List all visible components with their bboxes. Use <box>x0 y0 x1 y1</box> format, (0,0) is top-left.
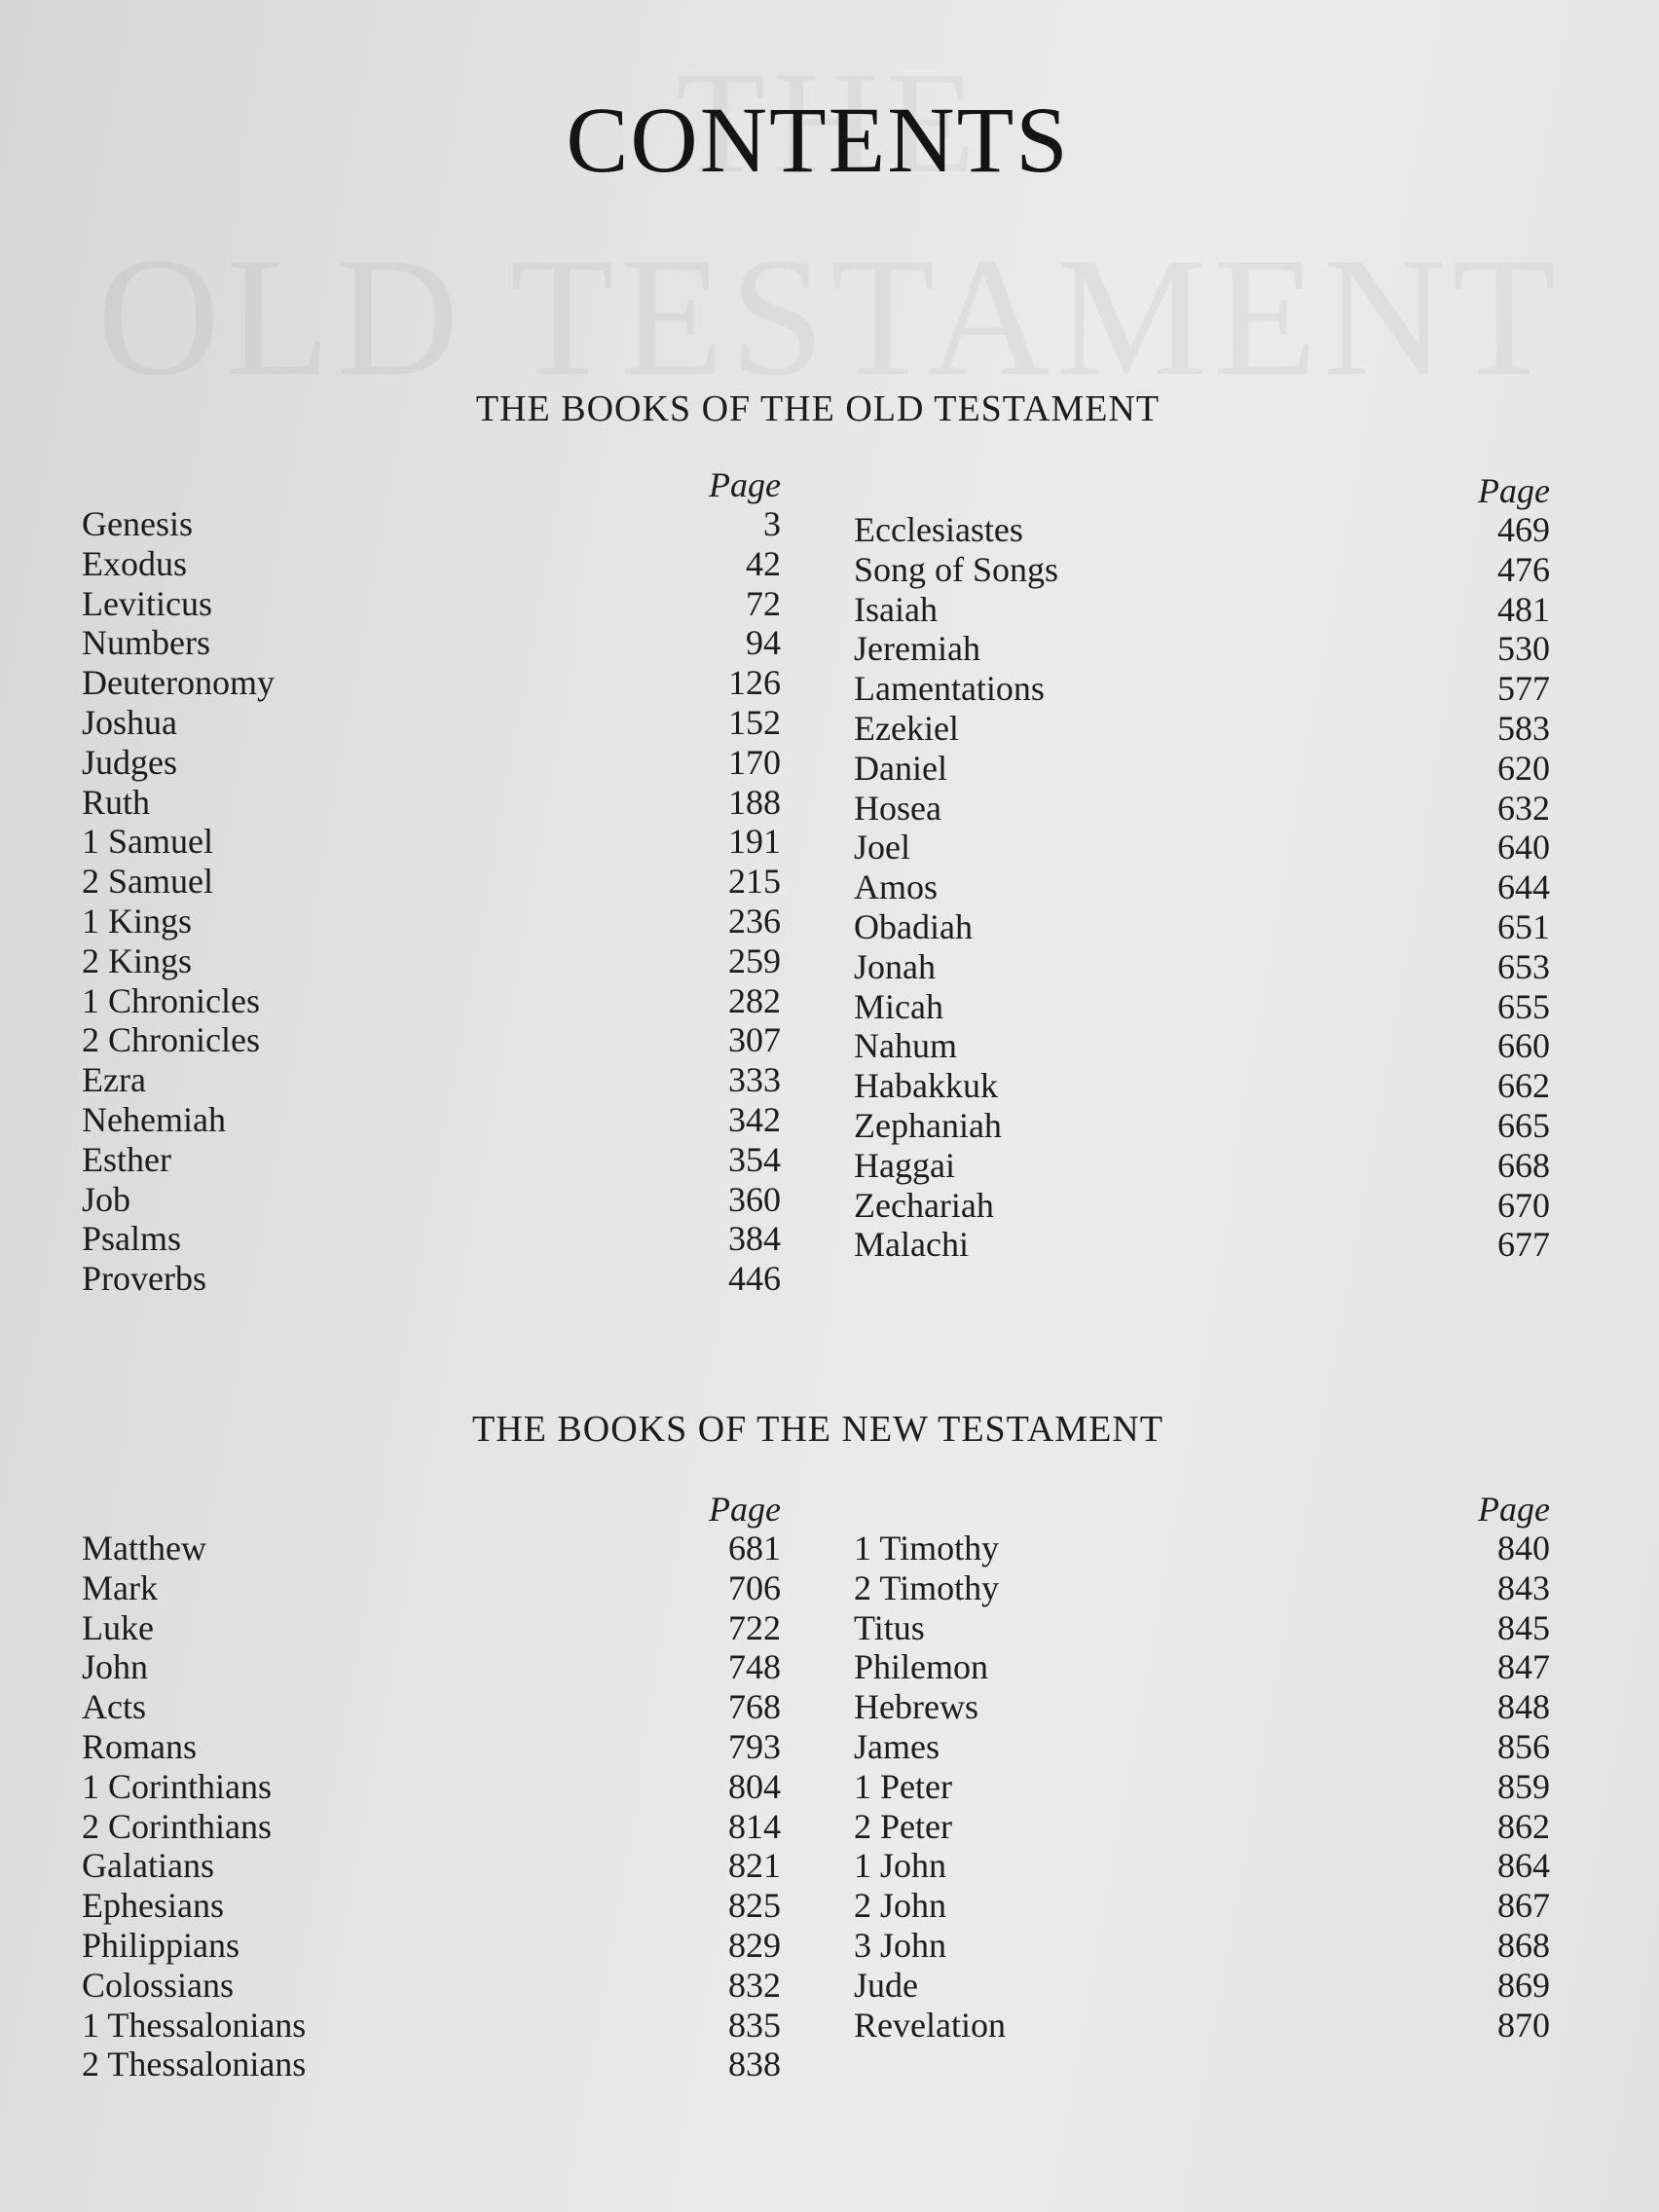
contents-entry <box>854 709 1550 749</box>
book-name: Joel <box>854 828 910 867</box>
page-number: 793 <box>728 1726 781 1766</box>
page-number: 530 <box>1497 629 1550 669</box>
old-testament-heading: THE BOOKS OF THE OLD TESTAMENT <box>475 388 1161 429</box>
book-name: Philemon <box>854 1647 989 1687</box>
page-number: 843 <box>1497 1567 1550 1607</box>
book-name: Ruth <box>82 782 151 822</box>
page-number: 469 <box>1497 510 1550 549</box>
contents-entry <box>82 783 781 823</box>
contents-entry <box>854 550 1550 590</box>
book-name: 1 Corinthians <box>82 1766 272 1806</box>
page-number: 307 <box>728 1020 781 1060</box>
page-number: 832 <box>728 1965 781 2005</box>
contents-entry <box>854 1026 1550 1066</box>
page-number: 354 <box>728 1139 781 1179</box>
book-name: Esther <box>82 1139 171 1179</box>
page-number: 804 <box>728 1766 781 1806</box>
book-name: Ezra <box>82 1060 146 1100</box>
page-number: 838 <box>728 2045 781 2084</box>
book-name: Colossians <box>82 1965 235 2005</box>
page-number: 856 <box>1497 1726 1550 1766</box>
new-testament-right-column <box>854 1490 1550 2045</box>
contents-entry <box>82 1966 781 2006</box>
book-name: John <box>82 1647 149 1687</box>
page-number: 42 <box>746 543 781 583</box>
book-name: 2 Thessalonians <box>82 2045 307 2084</box>
contents-entry <box>82 1259 781 1299</box>
contents-entry <box>854 1926 1550 1966</box>
book-name: Matthew <box>82 1529 206 1567</box>
book-name: Zechariah <box>854 1185 994 1225</box>
contents-entry <box>82 1647 781 1687</box>
page-number: 706 <box>728 1567 781 1607</box>
page-number: 840 <box>1497 1529 1550 1567</box>
contents-entry <box>854 1568 1550 1608</box>
book-name: 1 Kings <box>82 901 193 940</box>
book-name: 2 Corinthians <box>82 1806 272 1846</box>
book-name: Obadiah <box>854 906 973 946</box>
page-number: 236 <box>728 901 781 940</box>
page-number: 577 <box>1497 669 1550 709</box>
contents-entry <box>82 1687 781 1727</box>
book-name: Proverbs <box>82 1259 206 1299</box>
book-name: Isaiah <box>854 589 938 629</box>
book-name: Job <box>82 1179 131 1219</box>
contents-entry <box>854 1066 1550 1106</box>
page-number: 170 <box>728 742 781 782</box>
watermark-line-2 <box>0 219 1659 415</box>
contents-entry <box>854 987 1550 1027</box>
old-testament-left-column <box>82 465 781 1299</box>
contents-entry <box>82 504 781 544</box>
contents-entry <box>82 1926 781 1966</box>
contents-entry <box>854 1767 1550 1807</box>
contents-entry <box>854 1608 1550 1648</box>
contents-entry <box>82 544 781 584</box>
page-number: 768 <box>728 1687 781 1727</box>
book-name: 1 Peter <box>854 1766 952 1806</box>
contents-entry <box>82 1608 781 1648</box>
page-title: CONTENTS <box>566 88 1070 192</box>
book-name: 1 John <box>854 1846 947 1886</box>
contents-entry <box>82 1100 781 1140</box>
page-number: 859 <box>1497 1766 1550 1806</box>
page-number: 644 <box>1497 867 1550 907</box>
contents-entry <box>854 590 1550 630</box>
page-number: 651 <box>1497 906 1550 946</box>
page-number: 360 <box>728 1179 781 1219</box>
page-number: 481 <box>1497 589 1550 629</box>
contents-entry <box>854 749 1550 789</box>
contents-entry <box>854 1146 1550 1186</box>
book-name: Joshua <box>82 702 177 742</box>
book-name: Psalms <box>82 1219 182 1259</box>
page-number: 259 <box>728 940 781 980</box>
contents-entry <box>854 789 1550 829</box>
page-number: 722 <box>728 1607 781 1647</box>
book-name: Exodus <box>82 543 187 583</box>
contents-entry <box>854 1225 1550 1265</box>
contents-entry <box>854 629 1550 669</box>
book-name: Song of Songs <box>854 549 1059 589</box>
book-name: 3 John <box>854 1925 947 1965</box>
page-number: 681 <box>728 1529 781 1567</box>
page-number: 845 <box>1497 1607 1550 1647</box>
book-name: Deuteronomy <box>82 663 275 703</box>
book-name: Judges <box>82 742 177 782</box>
page-number: 868 <box>1497 1925 1550 1965</box>
page-number: 94 <box>746 623 781 663</box>
contents-entry <box>82 1180 781 1220</box>
book-name: 2 Kings <box>82 940 193 980</box>
page-number: 188 <box>728 782 781 822</box>
contents-entry <box>82 1886 781 1926</box>
book-name: 1 Samuel <box>82 822 213 862</box>
book-name: Nehemiah <box>82 1099 226 1139</box>
book-name: Hebrews <box>854 1687 978 1727</box>
page-number: 870 <box>1497 2005 1550 2045</box>
contents-entry <box>854 669 1550 709</box>
contents-entry <box>82 1020 781 1060</box>
contents-entry <box>854 947 1550 987</box>
page-number: 655 <box>1497 986 1550 1026</box>
contents-entry <box>82 1846 781 1886</box>
book-name: Titus <box>854 1607 925 1647</box>
page-number: 670 <box>1497 1185 1550 1225</box>
contents-entry <box>82 862 781 902</box>
book-name: 2 Peter <box>854 1806 952 1846</box>
book-name: Ephesians <box>82 1886 224 1926</box>
book-name: 2 Chronicles <box>82 1020 260 1060</box>
book-name: Mark <box>82 1567 158 1607</box>
contents-entry <box>82 1529 781 1568</box>
contents-entry <box>82 902 781 941</box>
book-name: Haggai <box>854 1145 955 1185</box>
page-number: 384 <box>728 1219 781 1259</box>
book-name: Romans <box>82 1726 198 1766</box>
book-name: Daniel <box>854 748 947 788</box>
page-column-label: Page <box>1478 1490 1550 1529</box>
book-name: Acts <box>82 1687 146 1727</box>
book-name: Jonah <box>854 946 936 986</box>
contents-entry <box>854 1966 1550 2006</box>
book-name: Numbers <box>82 623 210 663</box>
book-name: Jude <box>854 1965 918 2005</box>
contents-entry <box>82 1767 781 1807</box>
contents-entry <box>854 1807 1550 1847</box>
book-name: James <box>854 1726 940 1766</box>
page-number: 282 <box>728 980 781 1020</box>
page-column-label: Page <box>709 465 781 504</box>
page-number: 333 <box>728 1060 781 1100</box>
contents-entry <box>854 1186 1550 1226</box>
book-name: Luke <box>82 1607 154 1647</box>
page-number: 867 <box>1497 1886 1550 1926</box>
page-column-label: Page <box>1478 471 1550 510</box>
page-number: 848 <box>1497 1687 1550 1727</box>
book-name: Lamentations <box>854 669 1045 709</box>
old-testament-right-column <box>854 471 1550 1265</box>
contents-entry <box>854 1106 1550 1146</box>
book-name: Nahum <box>854 1026 957 1066</box>
page-number: 342 <box>728 1099 781 1139</box>
page-number: 677 <box>1497 1225 1550 1265</box>
contents-entry <box>82 2006 781 2046</box>
page-number: 446 <box>728 1259 781 1299</box>
book-name: 1 Chronicles <box>82 980 260 1020</box>
page-number: 660 <box>1497 1026 1550 1066</box>
contents-entry <box>854 867 1550 907</box>
page-number: 191 <box>728 822 781 862</box>
book-name: Habakkuk <box>854 1066 998 1106</box>
page-number: 653 <box>1497 946 1550 986</box>
page-number: 825 <box>728 1886 781 1926</box>
contents-entry <box>82 981 781 1021</box>
book-name: Ezekiel <box>854 708 959 748</box>
page-number: 665 <box>1497 1105 1550 1145</box>
page-number: 3 <box>763 504 781 543</box>
book-name: Philippians <box>82 1925 240 1965</box>
contents-entry <box>82 1140 781 1180</box>
book-name: 2 Samuel <box>82 862 213 902</box>
page-number: 620 <box>1497 748 1550 788</box>
page-number: 126 <box>728 663 781 703</box>
page-number: 640 <box>1497 828 1550 867</box>
contents-entry <box>854 2006 1550 2046</box>
page-number: 869 <box>1497 1965 1550 2005</box>
contents-entry <box>854 1846 1550 1886</box>
book-name: Galatians <box>82 1846 214 1886</box>
page-number: 821 <box>728 1846 781 1886</box>
page-number: 476 <box>1497 549 1550 589</box>
contents-entry <box>82 1727 781 1767</box>
contents-entry <box>854 1529 1550 1568</box>
book-name: 1 Thessalonians <box>82 2005 307 2045</box>
book-name: Amos <box>854 867 939 907</box>
contents-entry <box>82 822 781 862</box>
book-name: Ecclesiastes <box>854 510 1023 549</box>
page-number: 814 <box>728 1806 781 1846</box>
page-number: 835 <box>728 2005 781 2045</box>
page-number: 632 <box>1497 788 1550 828</box>
contents-entry <box>82 941 781 981</box>
contents-entry <box>854 1687 1550 1727</box>
contents-entry <box>854 1886 1550 1926</box>
book-name: Leviticus <box>82 583 212 623</box>
book-name: Micah <box>854 986 943 1026</box>
contents-entry <box>82 1568 781 1608</box>
book-name: Revelation <box>854 2005 1006 2045</box>
contents-entry <box>82 2045 781 2084</box>
new-testament-left-column <box>82 1490 781 2084</box>
contents-entry <box>82 703 781 743</box>
book-name: Zephaniah <box>854 1105 1002 1145</box>
page-number: 864 <box>1497 1846 1550 1886</box>
page-number: 662 <box>1497 1066 1550 1106</box>
page-number: 829 <box>728 1925 781 1965</box>
book-name: Hosea <box>854 788 941 828</box>
page-number: 152 <box>728 702 781 742</box>
page-column-label: Page <box>709 1490 781 1529</box>
page-number: 215 <box>728 862 781 902</box>
contents-entry <box>82 623 781 663</box>
contents-entry <box>854 828 1550 867</box>
contents-entry <box>82 1060 781 1100</box>
contents-entry <box>82 663 781 703</box>
contents-entry <box>854 907 1550 947</box>
page-number: 583 <box>1497 708 1550 748</box>
book-name: 2 Timothy <box>854 1567 1000 1607</box>
contents-entry <box>82 1807 781 1847</box>
book-name: Jeremiah <box>854 629 980 669</box>
book-name: Malachi <box>854 1225 969 1265</box>
contents-entry <box>854 1647 1550 1687</box>
contents-entry <box>82 584 781 624</box>
page-number: 668 <box>1497 1145 1550 1185</box>
page-number: 847 <box>1497 1647 1550 1687</box>
book-name: 1 Timothy <box>854 1529 1000 1567</box>
page-number: 748 <box>728 1647 781 1687</box>
page-number: 72 <box>746 583 781 623</box>
contents-entry <box>854 510 1550 550</box>
book-name: 2 John <box>854 1886 947 1926</box>
book-name: Genesis <box>82 504 193 543</box>
contents-entry <box>82 1219 781 1259</box>
new-testament-heading: THE BOOKS OF THE NEW TESTAMENT <box>472 1409 1163 1450</box>
page-number: 862 <box>1497 1806 1550 1846</box>
contents-entry <box>854 1727 1550 1767</box>
contents-entry <box>82 743 781 783</box>
